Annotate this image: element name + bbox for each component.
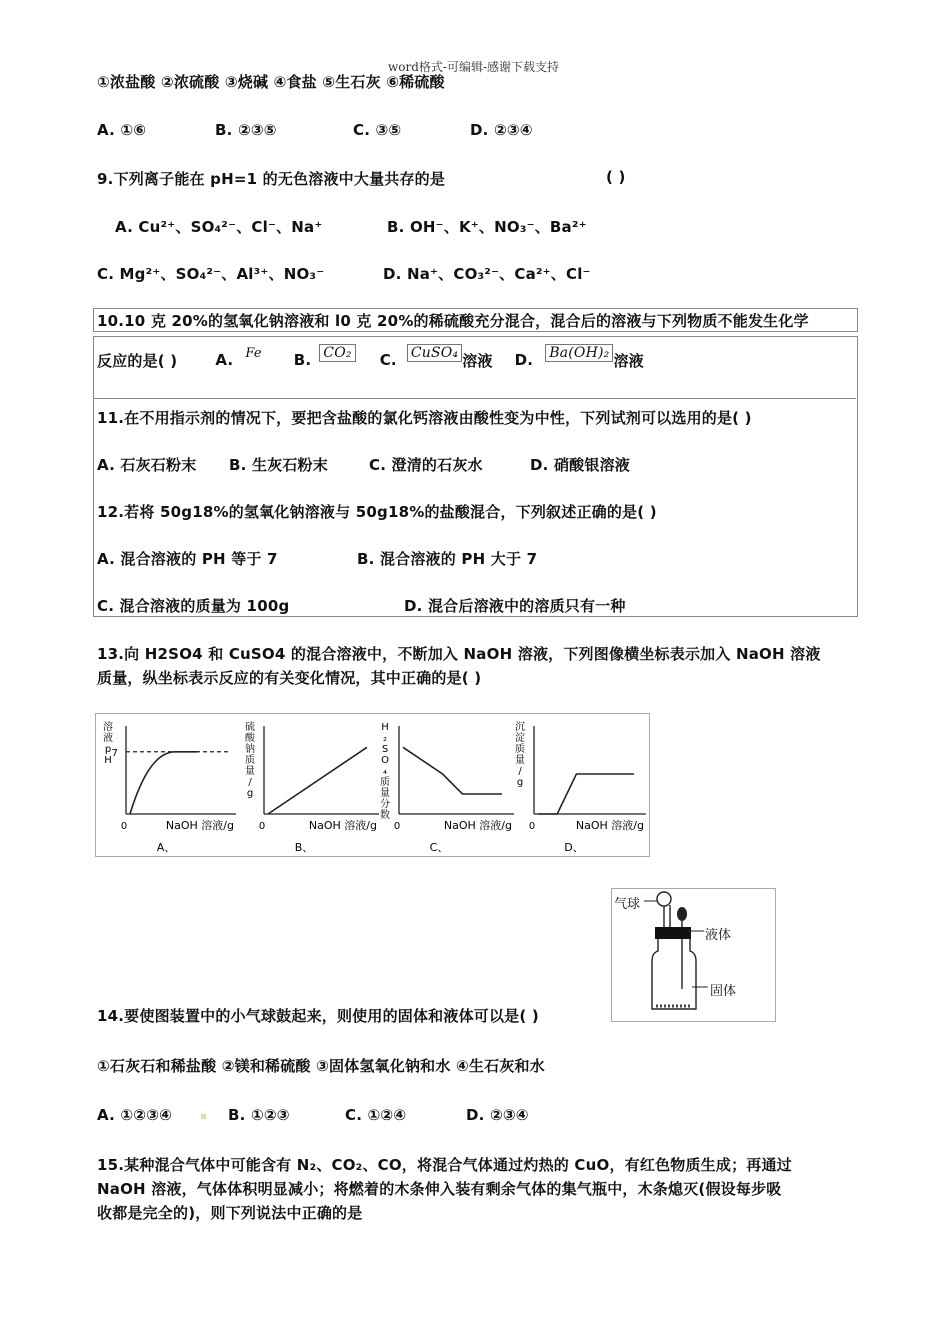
panel-3-xlabel: NaOH 溶液/g xyxy=(575,819,644,832)
panel-2-ylabel-char: 质 xyxy=(380,777,390,788)
panel-0-origin: 0 xyxy=(120,821,128,832)
balloon-icon xyxy=(657,892,671,906)
q14-apparatus xyxy=(611,888,776,1022)
q9-option-d: D. Na⁺、CO₃²⁻、Ca²⁺、Cl⁻ xyxy=(383,265,591,283)
stopper-icon xyxy=(655,927,691,939)
q13-graphs-svg xyxy=(96,714,649,856)
panel-0-ytick-7: 7 xyxy=(111,747,118,759)
panel-0-series-line xyxy=(130,752,198,814)
q14-stem: 14.要使图装置中的小气球鼓起来，则使用的固体和液体可以是( ) xyxy=(97,1007,539,1025)
q13-stem: 13.向 H2SO4 和 CuSO4 的混合溶液中，不断加入 NaOH 溶液，下列图像横坐标表示加入 NaOH 溶液 xyxy=(97,645,821,663)
panel-2-xlabel: NaOH 溶液/g xyxy=(443,819,512,832)
q10-option-d-suffix: 溶液 xyxy=(613,351,644,370)
panel-2-ylabel-char: 数 xyxy=(380,810,390,821)
panel-2-ylabel-char: O xyxy=(381,755,389,766)
panel-2-ylabel-char: ₂ xyxy=(382,733,388,744)
q12-stem: 12.若将 50g18%的氢氧化钠溶液与 50g18%的盐酸混合，下列叙述正确的是( ) xyxy=(97,503,657,521)
panel-3-ylabel-char: 质 xyxy=(515,744,525,755)
q9-option-c: C. Mg²⁺、SO₄²⁻、Al³⁺、NO₃⁻ xyxy=(97,265,325,283)
panel-1-ylabel-char: 质 xyxy=(245,755,255,766)
q8-option-c: C. ③⑤ xyxy=(353,121,402,139)
panel-2-ylabel-char: 量 xyxy=(380,788,390,799)
q11-option-d: D. 硝酸银溶液 xyxy=(530,456,630,474)
balloon-label: 气球 xyxy=(614,897,641,912)
speck-mark xyxy=(201,1114,206,1119)
panel-2-series-line xyxy=(403,747,502,794)
panel-2-label: C、 xyxy=(429,841,449,854)
panel-2-origin: 0 xyxy=(393,821,401,832)
q12-option-c: C. 混合溶液的质量为 100g xyxy=(97,597,290,615)
q14-option-a: A. ①②③④ xyxy=(97,1106,173,1124)
q8-option-b: B. ②③⑤ xyxy=(215,121,277,139)
q14-option-d: D. ②③④ xyxy=(466,1106,529,1124)
panel-2-ylabel-char: H xyxy=(381,722,389,733)
q8-option-d: D. ②③④ xyxy=(470,121,533,139)
panel-3-ylabel-char: / xyxy=(518,766,522,777)
q10-option-c-label: C. xyxy=(379,351,397,369)
q13-stem-cont: 质量，纵坐标表示反应的有关变化情况，其中正确的是( ) xyxy=(97,669,482,687)
panel-1-ylabel-char: 硫 xyxy=(245,722,255,733)
q12-option-d: D. 混合后溶液中的溶质只有一种 xyxy=(404,597,626,615)
q12-option-b: B. 混合溶液的 PH 大于 7 xyxy=(357,550,538,568)
q10-option-a-label: A. xyxy=(215,351,234,369)
panel-0-xlabel: NaOH 溶液/g xyxy=(165,819,234,832)
q10-stem-cont: 反应的是( ) xyxy=(97,351,178,370)
panel-2-ylabel-char: 分 xyxy=(380,799,390,810)
q8-option-a: A. ①⑥ xyxy=(97,121,147,139)
panel-3-ylabel-char: g xyxy=(516,777,524,788)
q10-options-row xyxy=(97,340,644,380)
q12-option-a: A. 混合溶液的 PH 等于 7 xyxy=(97,550,278,568)
q9-answer-paren: ( ) xyxy=(606,168,626,186)
q15-line-1: 15.某种混合气体中可能含有 N₂、CO₂、CO，将混合气体通过灼热的 CuO，有红色物质生成；再通过 xyxy=(97,1156,792,1174)
q9-option-b: B. OH⁻、K⁺、NO₃⁻、Ba²⁺ xyxy=(387,218,587,236)
q11-option-a: A. 石灰石粉末 xyxy=(97,456,197,474)
q15-line-2: NaOH 溶液，气体体积明显减小；将燃着的木条伸入装有剩余气体的集气瓶中，木条熄灭(假设每步吸 xyxy=(97,1180,782,1198)
panel-2-ylabel-char: S xyxy=(381,744,389,755)
panel-1-label: B、 xyxy=(294,841,314,854)
panel-3-ylabel-char: 淀 xyxy=(515,733,525,744)
flask-icon xyxy=(652,939,696,1009)
panel-0-label: A、 xyxy=(156,841,176,854)
panel-1-origin: 0 xyxy=(258,821,266,832)
dropper-icon xyxy=(677,907,687,921)
q11-stem: 11.在不用指示剂的情况下，要把含盐酸的氯化钙溶液由酸性变为中性，下列试剂可以选用的是( ) xyxy=(97,409,752,427)
q10-option-c-suffix: 溶液 xyxy=(462,351,493,370)
q10-option-d-formula: Ba(OH)₂ xyxy=(545,344,613,362)
q11-option-b: B. 生灰石粉末 xyxy=(229,456,328,474)
panel-3-label: D、 xyxy=(564,841,584,854)
panel-0-ylabel-char: H xyxy=(104,755,112,766)
q10-stem: 10.10 克 20%的氢氧化钠溶液和 l0 克 20%的稀硫酸充分混合，混合后的溶液与下列物质不能发生化学 xyxy=(97,312,809,330)
page-header: word格式-可编辑-感谢下载支持 xyxy=(388,60,560,74)
panel-1-xlabel: NaOH 溶液/g xyxy=(308,819,377,832)
panel-0-ylabel-char: 溶 xyxy=(103,722,113,733)
panel-3-series-line xyxy=(538,774,634,814)
q9-option-a: A. Cu²⁺、SO₄²⁻、Cl⁻、Na⁺ xyxy=(115,218,323,236)
q10-option-c-formula: CuSO₄ xyxy=(407,344,462,362)
panel-3-ylabel-char: 量 xyxy=(515,755,525,766)
panel-0-ylabel-char: p xyxy=(104,744,112,755)
panel-1-ylabel-char: 酸 xyxy=(245,733,255,744)
q9-stem: 9.下列离子能在 pH=1 的无色溶液中大量共存的是 xyxy=(97,170,446,188)
q10-option-b-label: B. xyxy=(293,351,312,369)
q14-options-line: ①石灰石和稀盐酸 ②镁和稀硫酸 ③固体氢氧化钠和水 ④生石灰和水 xyxy=(97,1057,545,1075)
q11-option-c: C. 澄清的石灰水 xyxy=(369,456,483,474)
panel-1-ylabel-char: 量 xyxy=(245,766,255,777)
panel-3-ylabel-char: 沉 xyxy=(515,722,525,733)
q14-option-c: C. ①②④ xyxy=(345,1106,407,1124)
liquid-label: 液体 xyxy=(705,928,732,943)
q10-option-d-label: D. xyxy=(514,351,534,369)
q10-option-a-formula: Fe xyxy=(245,345,262,361)
panel-1-series-line xyxy=(268,747,367,814)
panel-0-ylabel-char: 液 xyxy=(103,733,113,744)
panel-3-origin: 0 xyxy=(528,821,536,832)
q10-option-b-formula: CO₂ xyxy=(319,344,355,362)
panel-1-ylabel-char: 钠 xyxy=(245,744,255,755)
q13-graphs xyxy=(95,713,650,857)
panel-1-ylabel-char: / xyxy=(248,777,252,788)
q10-divider xyxy=(93,398,856,399)
solid-label: 固体 xyxy=(710,984,737,999)
panel-2-ylabel-char: ₄ xyxy=(382,766,388,777)
q14-option-b: B. ①②③ xyxy=(228,1106,290,1124)
panel-1-ylabel-char: g xyxy=(246,788,254,799)
q15-line-3: 收都是完全的)，则下列说法中正确的是 xyxy=(97,1204,363,1222)
q8-options-line: ①浓盐酸 ②浓硫酸 ③烧碱 ④食盐 ⑤生石灰 ⑥稀硫酸 xyxy=(97,73,445,91)
